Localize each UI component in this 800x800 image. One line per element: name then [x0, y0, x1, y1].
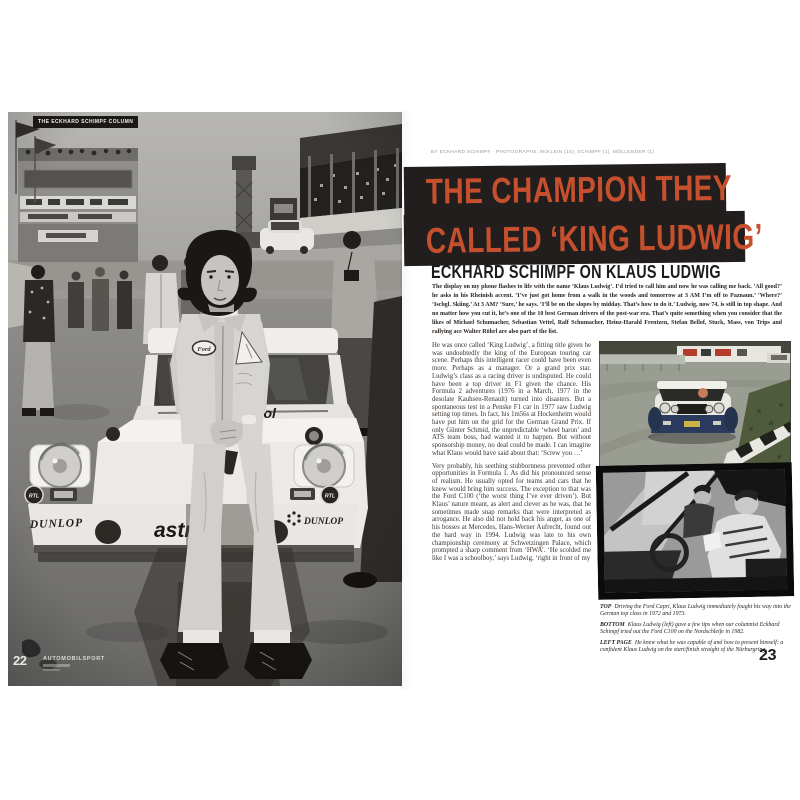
headline-bar-1 [404, 163, 733, 216]
footer-issue-line [43, 664, 70, 667]
caption-top-label: TOP [600, 604, 612, 610]
subheadline: ECKHARD SCHIMPF ON KLAUS LUDWIG [431, 262, 721, 282]
capri-car [648, 381, 738, 444]
body-paragraph-1: He was once called ‘King Ludwig’, a fitting title given he was undoubtedly the king of the European touring car scene. Perhaps this intelligent racer could have been even more. Perhaps as a manager. Or a grand prix star. Ludwig’s class as a racing driver is undisputed. He could have been a top driver in F1 given the chance. His Formula 2 adventures (1976 in a March, 1977 in the desolate Kauhsen-Renault) turned into disasters. But a spontaneous test in a Penske F1 car in 1977 saw Ludwig setting top times. In fact, his 1m56s at Hockenheim would have put him on the grid for the German Grand Prix. If only Günter Schmid, the unpredictable ‘wheel baron’ and ATS team boss, had wanted it to happen. But without sponsorship money, no deal could be made. I can imagine what Klaus would have said about that: ‘Screw you …’ [432, 342, 591, 457]
intro-paragraph: The display on my phone flashes to life with the name ‘Klaus Ludwig’. I’d tried to call him and now he was calling me back. ‘All good?’ he asks in his Rheinish accent. ‘I’ve just got home from a walk in the woods and tomorrow at 3 AM I’m off to Paznaun.’ ‘Where?’ ‘Ischgl. Skiing.’ At 3 AM? ‘Sure,’ he says. ‘I’ll be on the slopes by midday. That’s how to do it.’ Ludwig, now 74, is still in top shape. And no matter how you cut it, he’s one of the 10 best German drivers of the post-war era. That’s quite something when you consider that the likes of Michael Schumacher, Sebastian Vettel, Ralf Schumacher, Heinz-Harald Frentzen, Stefan Bellof, Stuck, Mass, von Trips and rallying ace Walter Röhrl are also part of the list. [432, 284, 782, 335]
grid-scene-illustration [8, 112, 402, 686]
caption-top: TOP Driving the Ford Capri, Klaus Ludwig immediately fought his way into the German top class in 1972 and 1973. [600, 604, 791, 618]
caption-left-page-label: LEFT PAGE [600, 640, 632, 647]
caption-bottom-label: BOTTOM [600, 622, 625, 629]
caption-bottom: BOTTOM Klaus Ludwig (left) gave a few tips when our columnist Eckhard Schimpf tried out the Ford C100 on the Nordschleife in 1982. [600, 622, 780, 636]
footer-issue-line2 [43, 669, 60, 671]
headline-line2: CALLED ‘KING LUDWIG’ [425, 215, 764, 261]
headline-bar-2 [404, 211, 764, 266]
photo-capri-on-track [599, 341, 791, 477]
body-column [432, 342, 591, 568]
caption-left-page: LEFT PAGE He knew what he was capable of and how to present himself: a confident Klaus Ludwig on the start/finish straight of the Nürburgring. [600, 640, 784, 654]
headline-line1: THE CHAMPION THEY [425, 166, 733, 212]
photo-cockpit [596, 462, 795, 600]
column-tag: THE ECKHARD SCHIMPF COLUMN [33, 116, 138, 128]
page-number-right: 23 [759, 647, 777, 664]
body-paragraph-2: Very probably, his seething stubbornness prevented other opportunities in Formula 1. As did his pronounced sense of realism. He usually opted for teams and cars that he knew would bring him success. The exception to that was the Ford C100 (‘the worst thing I’ve ever driven’). But Klaus’ nature meant, as alert and clever as he was, that he sometimes made snap remarks that were interpreted as arrogance. He also did not hold back his anger, as one of his bosses at Mercedes, Hans-Werner Aufrecht, found out the hard way in 1994. Ludwig was late to his own championship ceremony at Schwetzingen Palace, which prompted a sharp comment from ‘HWA’. ‘He scolded me like I was a schoolboy,’ says Ludwig, ‘right in front of my [432, 462, 591, 562]
page-number-left: 22 [13, 653, 27, 668]
left-page-photo [8, 112, 402, 686]
left-page-number [13, 652, 26, 670]
magazine-brand: AUTOMOBILSPORT [43, 656, 105, 662]
byline: BY ECKHARD SCHIMPF · PHOTOGRAPHS: McKLEIN (15), SCHIMPF (1), MÖLLENDER (1) [431, 150, 655, 155]
